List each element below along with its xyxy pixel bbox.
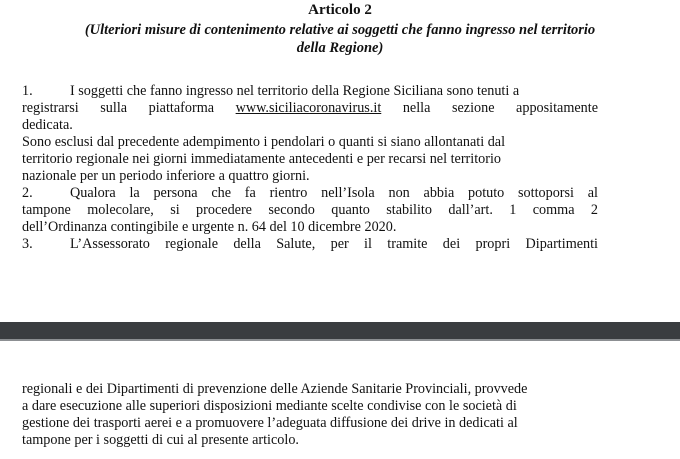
exemption-line-1: Sono esclusi dal precedente adempimento i pendolari o quanti si siano allontanati dal	[22, 134, 506, 150]
article-title: Articolo 2	[308, 2, 372, 18]
exemption-line-3: nazionale per un periodo inferiore a quattro giorni.	[22, 168, 310, 184]
paragraph-1-text-after-link: nella sezione appositamente	[402, 100, 599, 116]
exemption-line-2: territorio regionale nei giorni immediatamente antecedenti e per recarsi nel territorio	[22, 151, 502, 167]
page-break-divider	[0, 322, 680, 339]
subtitle-line-1: (Ulteriori misure di contenimento relative ai soggetti che fanno ingresso nel territorio	[84, 22, 596, 38]
paragraph-2-number: 2.	[22, 185, 33, 201]
article-subtitle	[0, 21, 680, 57]
paragraph-2-line-1: Qualora la persona che fa rientro nell’Isola non abbia potuto sottoporsi al	[70, 185, 598, 201]
website-link[interactable]: www.siciliacoronavirus.it	[235, 100, 382, 116]
paragraph-2-line-2: tampone molecolare, si procedere secondo quanto stabilito dall’art. 1 comma 2	[22, 202, 598, 218]
paragraph-3-line-5: tampone per i soggetti di cui al presente articolo.	[22, 432, 299, 448]
paragraph-1-line-2	[22, 100, 598, 117]
paragraph-3-line-2: regionali e dei Dipartimenti di prevenzione delle Aziende Sanitarie Provinciali, provvede	[22, 381, 528, 397]
paragraph-1-line-3: dedicata.	[22, 117, 73, 133]
paragraph-3-number: 3.	[22, 236, 33, 252]
paragraph-1-line-1: I soggetti che fanno ingresso nel territorio della Regione Siciliana sono tenuti a	[70, 83, 520, 99]
paragraph-3-line-3: a dare esecuzione alle superiori disposizioni mediante scelte condivise con le società di	[22, 398, 517, 414]
paragraph-1-number: 1.	[22, 83, 33, 99]
subtitle-line-2: della Regione)	[296, 40, 384, 56]
paragraph-2-line-3: dell’Ordinanza contingibile e urgente n. 64 del 10 dicembre 2020.	[22, 219, 397, 235]
paragraph-1-text-before-link: registrarsi sulla piattaforma	[22, 100, 215, 116]
document-page-bottom	[0, 341, 680, 459]
paragraph-3-line-4: gestione dei trasporti aerei e a promuovere l’adeguata diffusione dei drive in dedicati al	[22, 415, 518, 431]
paragraph-3-line-1: L’Assessorato regionale della Salute, per il tramite dei propri Dipartimenti	[70, 236, 598, 252]
